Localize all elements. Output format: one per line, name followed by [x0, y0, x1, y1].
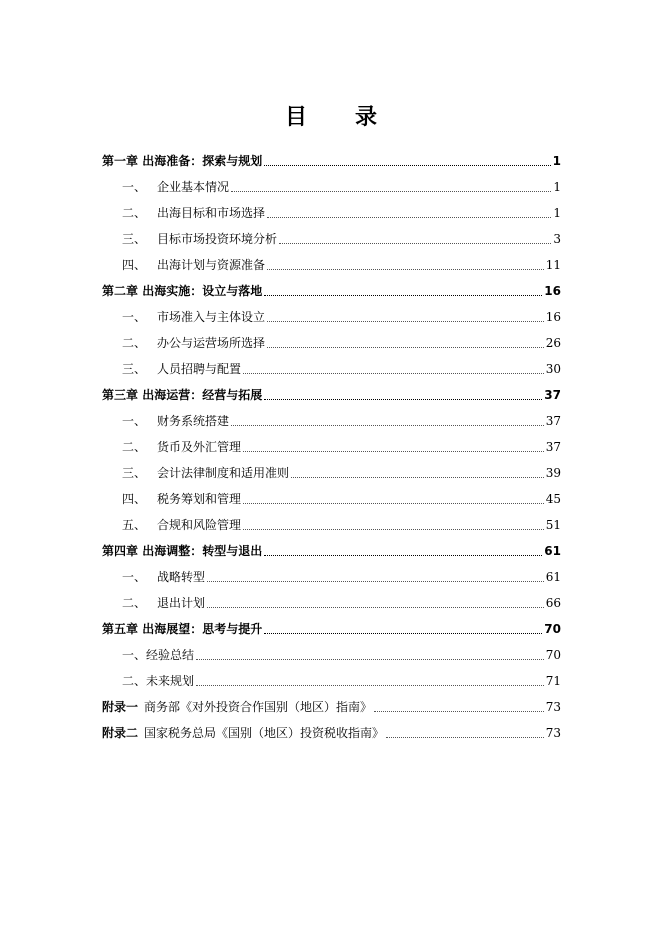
toc-entry-label	[122, 408, 229, 434]
page-number: 16	[544, 284, 561, 298]
dot-leader	[279, 226, 551, 244]
page-number: 11	[545, 258, 561, 272]
toc-entry-label	[122, 174, 229, 200]
section-number: 三、	[122, 232, 147, 246]
dot-leader	[243, 486, 544, 504]
page-number: 70	[544, 622, 561, 636]
chapter-number: 第一章	[102, 154, 139, 168]
page-number: 30	[545, 362, 561, 376]
toc-section-entry[interactable]	[102, 564, 561, 590]
section-title: 货币及外汇管理	[157, 440, 242, 454]
section-number: 二、	[122, 674, 147, 688]
section-title: 企业基本情况	[157, 180, 230, 194]
chapter-number: 第二章	[102, 284, 139, 298]
section-title: 战略转型	[157, 570, 206, 584]
section-title: 人员招聘与配置	[157, 362, 242, 376]
toc-section-entry[interactable]	[102, 408, 561, 434]
section-number: 二、	[122, 336, 147, 350]
toc-chapter-entry[interactable]	[102, 538, 561, 564]
toc-section-entry[interactable]	[102, 434, 561, 460]
dot-leader	[291, 460, 544, 478]
section-title: 经验总结	[146, 648, 195, 662]
toc-section-entry[interactable]	[102, 668, 561, 694]
toc-entry-label	[122, 512, 241, 538]
toc-entry-label	[122, 304, 265, 330]
dot-leader	[264, 278, 542, 296]
toc-appendix-entry[interactable]	[102, 694, 561, 720]
section-title: 税务筹划和管理	[157, 492, 242, 506]
toc-chapter-entry[interactable]	[102, 382, 561, 408]
chapter-title: 出海展望：思考与提升	[142, 622, 263, 636]
toc-section-entry[interactable]	[102, 304, 561, 330]
page-number: 73	[545, 700, 561, 714]
chapter-title: 出海运营：经营与拓展	[142, 388, 263, 402]
page-number: 70	[545, 648, 561, 662]
toc-entry-label	[122, 200, 265, 226]
section-number: 一、	[122, 570, 147, 584]
chapter-title: 出海实施：设立与落地	[142, 284, 263, 298]
appendix-title: 商务部《对外投资合作国别（地区）指南》	[144, 700, 373, 714]
section-number: 二、	[122, 206, 147, 220]
toc-entry-label	[122, 252, 265, 278]
toc-entry-label	[122, 460, 289, 486]
appendix-number: 附录二	[102, 726, 139, 740]
toc-entry-label	[122, 590, 205, 616]
page-number: 37	[544, 388, 561, 402]
section-title: 未来规划	[146, 674, 195, 688]
dot-leader	[231, 408, 544, 426]
section-title: 目标市场投资环境分析	[157, 232, 278, 246]
toc-section-entry[interactable]	[102, 486, 561, 512]
toc-entry-label	[102, 694, 372, 720]
page-number: 73	[545, 726, 561, 740]
toc-entry-label	[102, 148, 262, 174]
toc-section-entry[interactable]	[102, 174, 561, 200]
toc-section-entry[interactable]	[102, 590, 561, 616]
section-number: 一、	[122, 180, 147, 194]
dot-leader	[267, 304, 544, 322]
dot-leader	[267, 200, 551, 218]
toc-entry-label	[102, 382, 262, 408]
section-title: 市场准入与主体设立	[157, 310, 266, 324]
page-number: 16	[545, 310, 561, 324]
section-title: 退出计划	[157, 596, 206, 610]
dot-leader	[207, 564, 544, 582]
page-number: 61	[544, 544, 561, 558]
page-number: 1	[552, 154, 561, 168]
page-number: 71	[545, 674, 561, 688]
toc-entry-label	[122, 356, 241, 382]
dot-leader	[243, 356, 544, 374]
page-number: 1	[553, 206, 561, 220]
chapter-number: 第三章	[102, 388, 139, 402]
section-title: 合规和风险管理	[157, 518, 242, 532]
dot-leader	[207, 590, 544, 608]
toc-section-entry[interactable]	[102, 226, 561, 252]
toc-entry-label	[122, 564, 205, 590]
section-number: 三、	[122, 466, 147, 480]
appendix-number: 附录一	[102, 700, 139, 714]
section-title: 会计法律制度和适用准则	[157, 466, 290, 480]
toc-section-entry[interactable]	[102, 356, 561, 382]
dot-leader	[196, 668, 544, 686]
chapter-title: 出海调整：转型与退出	[142, 544, 263, 558]
chapter-title: 出海准备：探索与规划	[142, 154, 263, 168]
dot-leader	[243, 512, 544, 530]
section-number: 二、	[122, 440, 147, 454]
toc-section-entry[interactable]	[102, 330, 561, 356]
toc-section-entry[interactable]	[102, 460, 561, 486]
dot-leader	[231, 174, 551, 192]
page-number: 37	[545, 440, 561, 454]
dot-leader	[264, 382, 542, 400]
toc-entry-label	[122, 330, 265, 356]
appendix-title: 国家税务总局《国别（地区）投资税收指南》	[144, 726, 385, 740]
table-of-contents	[102, 148, 561, 746]
toc-chapter-entry[interactable]	[102, 616, 561, 642]
dot-leader	[264, 538, 542, 556]
toc-section-entry[interactable]	[102, 200, 561, 226]
section-number: 二、	[122, 596, 147, 610]
toc-entry-label	[122, 434, 241, 460]
page-number: 61	[545, 570, 561, 584]
section-title: 办公与运营场所选择	[157, 336, 266, 350]
section-number: 一、	[122, 414, 147, 428]
toc-chapter-entry[interactable]	[102, 148, 561, 174]
section-number: 一、	[122, 648, 147, 662]
dot-leader	[374, 694, 544, 712]
page-number: 26	[545, 336, 561, 350]
section-number: 一、	[122, 310, 147, 324]
dot-leader	[196, 642, 544, 660]
section-number: 四、	[122, 258, 147, 272]
toc-entry-label	[102, 538, 262, 564]
section-title: 出海计划与资源准备	[157, 258, 266, 272]
page-number: 66	[545, 596, 561, 610]
dot-leader	[267, 330, 544, 348]
section-number: 四、	[122, 492, 147, 506]
toc-section-entry[interactable]	[102, 512, 561, 538]
chapter-number: 第五章	[102, 622, 139, 636]
dot-leader	[264, 616, 542, 634]
section-number: 五、	[122, 518, 147, 532]
toc-section-entry[interactable]	[102, 642, 561, 668]
page-number: 1	[553, 180, 561, 194]
toc-section-entry[interactable]	[102, 252, 561, 278]
page-title	[0, 100, 662, 131]
page-number: 45	[545, 492, 561, 506]
toc-entry-label	[102, 278, 262, 304]
section-title: 出海目标和市场选择	[157, 206, 266, 220]
toc-appendix-entry[interactable]	[102, 720, 561, 746]
page-number: 3	[553, 232, 561, 246]
page-number: 51	[545, 518, 561, 532]
toc-chapter-entry[interactable]	[102, 278, 561, 304]
toc-entry-label	[122, 226, 277, 252]
dot-leader	[264, 148, 550, 166]
dot-leader	[267, 252, 544, 270]
toc-entry-label	[122, 486, 241, 512]
toc-entry-label	[102, 720, 384, 746]
dot-leader	[386, 720, 544, 738]
title-char-2: 录	[355, 105, 378, 130]
toc-entry-label	[122, 642, 194, 668]
toc-entry-label	[102, 616, 262, 642]
section-title: 财务系统搭建	[157, 414, 230, 428]
dot-leader	[243, 434, 544, 452]
page-number: 39	[545, 466, 561, 480]
toc-entry-label	[122, 668, 194, 694]
section-number: 三、	[122, 362, 147, 376]
chapter-number: 第四章	[102, 544, 139, 558]
title-char-1: 目	[284, 105, 307, 130]
page-number: 37	[545, 414, 561, 428]
